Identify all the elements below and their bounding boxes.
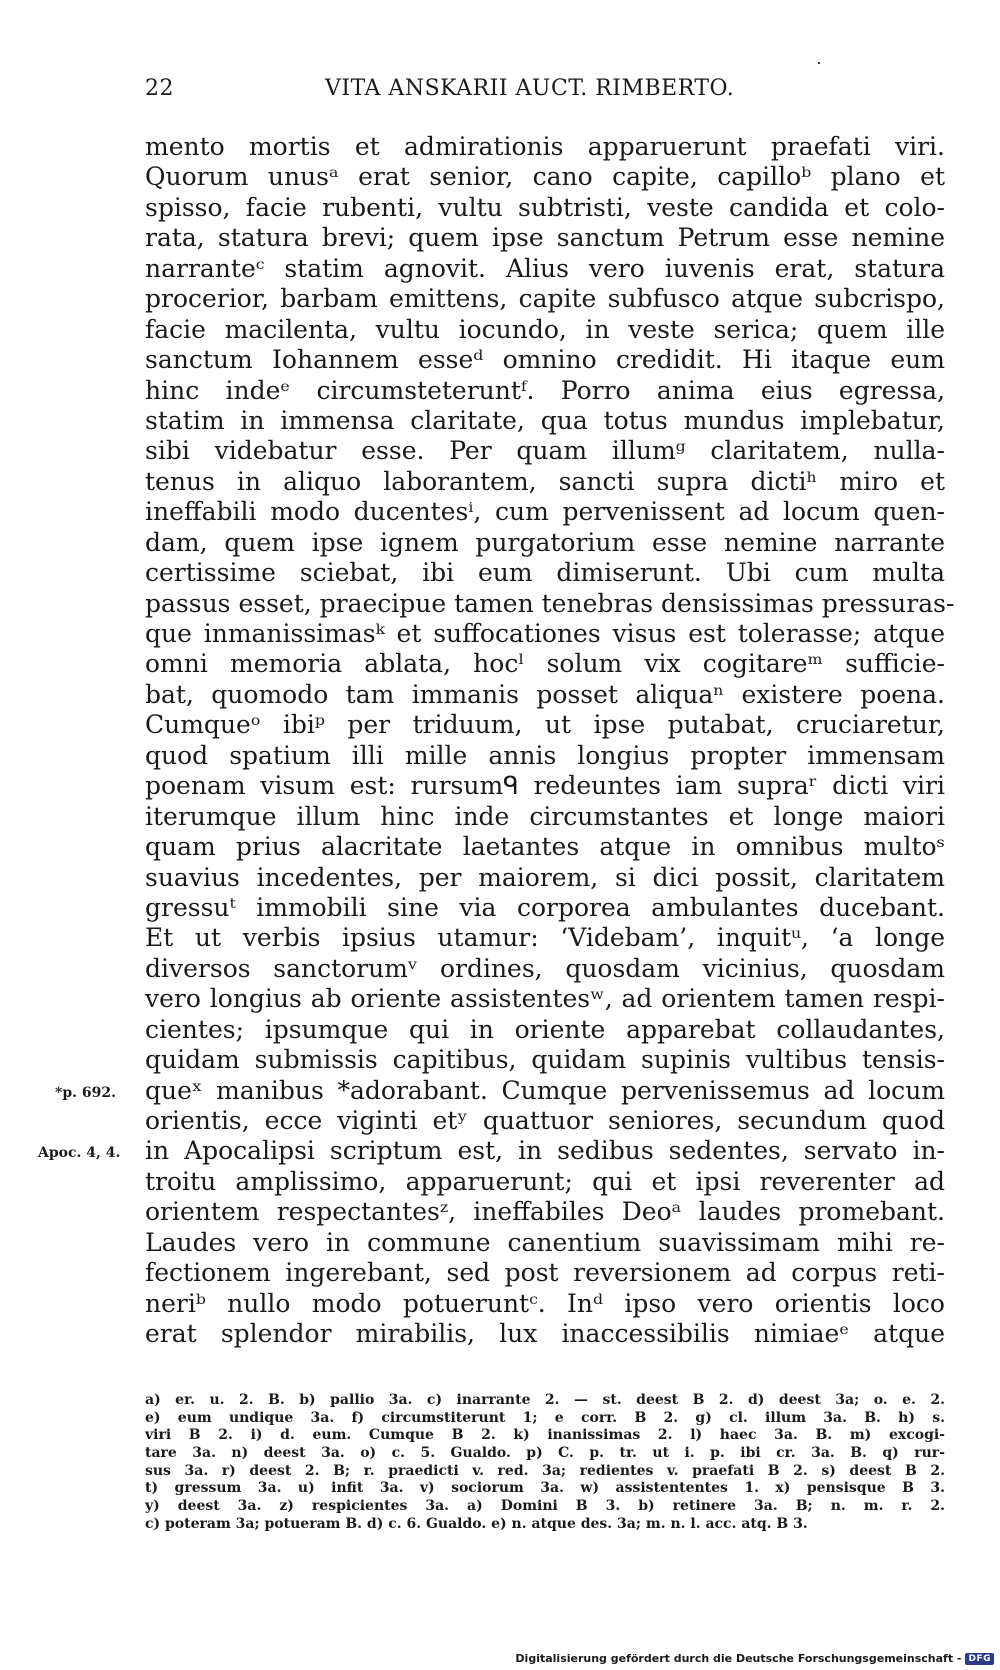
- text-line: queˣ manibus *adorabant. Cumque pervenissemus ad locum: [145, 1075, 945, 1105]
- text-line: passus esset, praecipue tamen tenebras densissimas pressuras-: [145, 588, 955, 618]
- text-line: rata, statura brevi; quem ipse sanctum Petrum esse nemine: [145, 223, 945, 253]
- text-line: tenus in aliquo laborantem, sancti supra dictiʰ miro et: [145, 466, 945, 496]
- text-line: orientem respectantesᶻ, ineffabiles Deoᵃ laudes promebant.: [145, 1197, 945, 1227]
- print-speck: [818, 62, 820, 64]
- text-line: facie macilenta, vultu iocundo, in veste serica; quem ille: [145, 314, 945, 344]
- footnote-line: a) er. u. 2. B. b) pallio 3a. c) inarrante 2. — st. deest B 2. d) deest 3a; o. e. 2.: [145, 1392, 945, 1408]
- text-line: fectionem ingerebant, sed post reversionem ad corpus reti-: [145, 1258, 945, 1288]
- text-line: quidam submissis capitibus, quidam supinis vultibus tensis-: [145, 1045, 945, 1075]
- text-line: Cumqueᵒ ibiᵖ per triduum, ut ipse putabat, cruciaretur,: [145, 710, 945, 740]
- text-line: certissime sciebat, ibi eum dimiserunt. Ubi cum multa: [145, 558, 945, 588]
- text-line: in Apocalipsi scriptum est, in sedibus sedentes, servato in-: [145, 1136, 945, 1166]
- text-line: quam prius alacritate laetantes atque in omnibus multoˢ: [145, 832, 945, 862]
- text-line: narranteᶜ statim agnovit. Alius vero iuvenis erat, statura: [145, 253, 945, 283]
- text-line: ineffabili modo ducentesⁱ, cum pervenissent ad locum quen-: [145, 497, 945, 527]
- text-line: mento mortis et admirationis apparuerunt praefati viri.: [145, 132, 945, 161]
- footnote-line: t) gressum 3a. u) infit 3a. v) sociorum 3a. w) assistententes 1. x) pensisque B 3.: [145, 1480, 945, 1497]
- text-line: troitu amplissimo, apparuerunt; qui et ipsi reverenter ad: [145, 1166, 945, 1196]
- margin-note-page-reference: *p. 692.: [55, 1085, 116, 1101]
- page-header: [145, 76, 945, 108]
- text-line: Quorum unusᵃ erat senior, cano capite, capilloᵇ plano et: [145, 162, 945, 192]
- text-line: poenam visum est: rursumᑫ redeuntes iam supraʳ dicti viri: [145, 771, 945, 801]
- main-text: [145, 132, 955, 1350]
- digitization-credit: Digitalisierung gefördert durch die Deutsche Forschungsgemeinschaft -: [515, 1652, 962, 1665]
- text-line: erat splendor mirabilis, lux inaccessibilis nimiaeᵉ atque: [145, 1319, 945, 1349]
- page-number: 22: [145, 76, 174, 101]
- text-line: orientis, ecce viginti etʸ quattuor seniores, secundum quod: [145, 1106, 945, 1135]
- margin-note-bible-reference: Apoc. 4, 4.: [38, 1145, 121, 1161]
- footnote-line: c) poteram 3a; potueram B. d) c. 6. Gualdo. e) n. atque des. 3a; m. n. l. acc. atq. B 3.: [145, 1515, 808, 1532]
- text-line: statim in immensa claritate, qua totus mundus implebatur,: [145, 405, 945, 435]
- text-line: Laudes vero in commune canentium suavissimam mihi re-: [145, 1227, 945, 1257]
- footnotes: [145, 1392, 945, 1534]
- text-line: Et ut verbis ipsius utamur: ‘Videbam’, inquitᵘ, ‘a longe: [145, 923, 945, 953]
- footnote-line: y) deest 3a. z) respicientes 3a. a) Domini B 3. b) retinere 3a. B; n. m. r. 2.: [145, 1498, 945, 1515]
- footnote-line: tare 3a. n) deest 3a. o) c. 5. Gualdo. p) C. p. tr. ut i. p. ibi cr. 3a. B. q) rur-: [145, 1445, 945, 1462]
- text-line: spisso, facie rubenti, vultu subtristi, veste candida et colo-: [145, 192, 945, 222]
- text-line: cientes; ipsumque qui in oriente apparebat collaudantes,: [145, 1014, 945, 1044]
- text-line: diversos sanctorumᵛ ordines, quosdam vicinius, quosdam: [145, 953, 945, 983]
- text-line: hinc indeᵉ circumsteteruntᶠ. Porro anima eius egressa,: [145, 375, 945, 405]
- text-line: dam, quem ipse ignem purgatorium esse nemine narrante: [145, 527, 945, 557]
- text-line: omni memoria ablata, hocˡ solum vix cogitareᵐ sufficie-: [145, 649, 945, 679]
- text-line: suavius incedentes, per maiorem, si dici possit, claritatem: [145, 862, 945, 892]
- text-line: sanctum Iohannem esseᵈ omnino credidit. Hi itaque eum: [145, 345, 945, 375]
- text-line: bat, quomodo tam immanis posset aliquaⁿ existere poena.: [145, 679, 945, 709]
- footer-credit: [515, 1652, 994, 1665]
- text-line: neriᵇ nullo modo potueruntᶜ. Inᵈ ipso vero orientis loco: [145, 1288, 945, 1318]
- text-line: quod spatium illi mille annis longius propter immensam: [145, 740, 945, 770]
- text-line: procerior, barbam emittens, capite subfusco atque subcrispo,: [145, 284, 945, 314]
- text-line: gressuᵗ immobili sine via corporea ambulantes ducebant.: [145, 892, 945, 922]
- running-title: VITA ANSKARII AUCT. RIMBERTO.: [325, 76, 735, 101]
- text-line: que inmanissimasᵏ et suffocationes visus est tolerasse; atque: [145, 619, 945, 648]
- dfg-logo: DFG: [965, 1653, 994, 1665]
- footnote-line: sus 3a. r) deest 2. B; r. praedicti v. red. 3a; redientes v. praefati B 2. s) deest B 2.: [145, 1462, 945, 1479]
- footnote-line: e) eum undique 3a. f) circumstiterunt 1; e corr. B 2. g) cl. illum 3a. B. h) s.: [145, 1409, 945, 1426]
- text-line: iterumque illum hinc inde circumstantes et longe maiori: [145, 801, 945, 831]
- text-line: vero longius ab oriente assistentesʷ, ad orientem tamen respi-: [145, 984, 945, 1014]
- footnote-line: viri B 2. i) d. eum. Cumque B 2. k) inanissimas 2. l) haec 3a. B. m) excogi-: [145, 1427, 945, 1444]
- text-line: sibi videbatur esse. Per quam illumᵍ claritatem, nulla-: [145, 436, 945, 466]
